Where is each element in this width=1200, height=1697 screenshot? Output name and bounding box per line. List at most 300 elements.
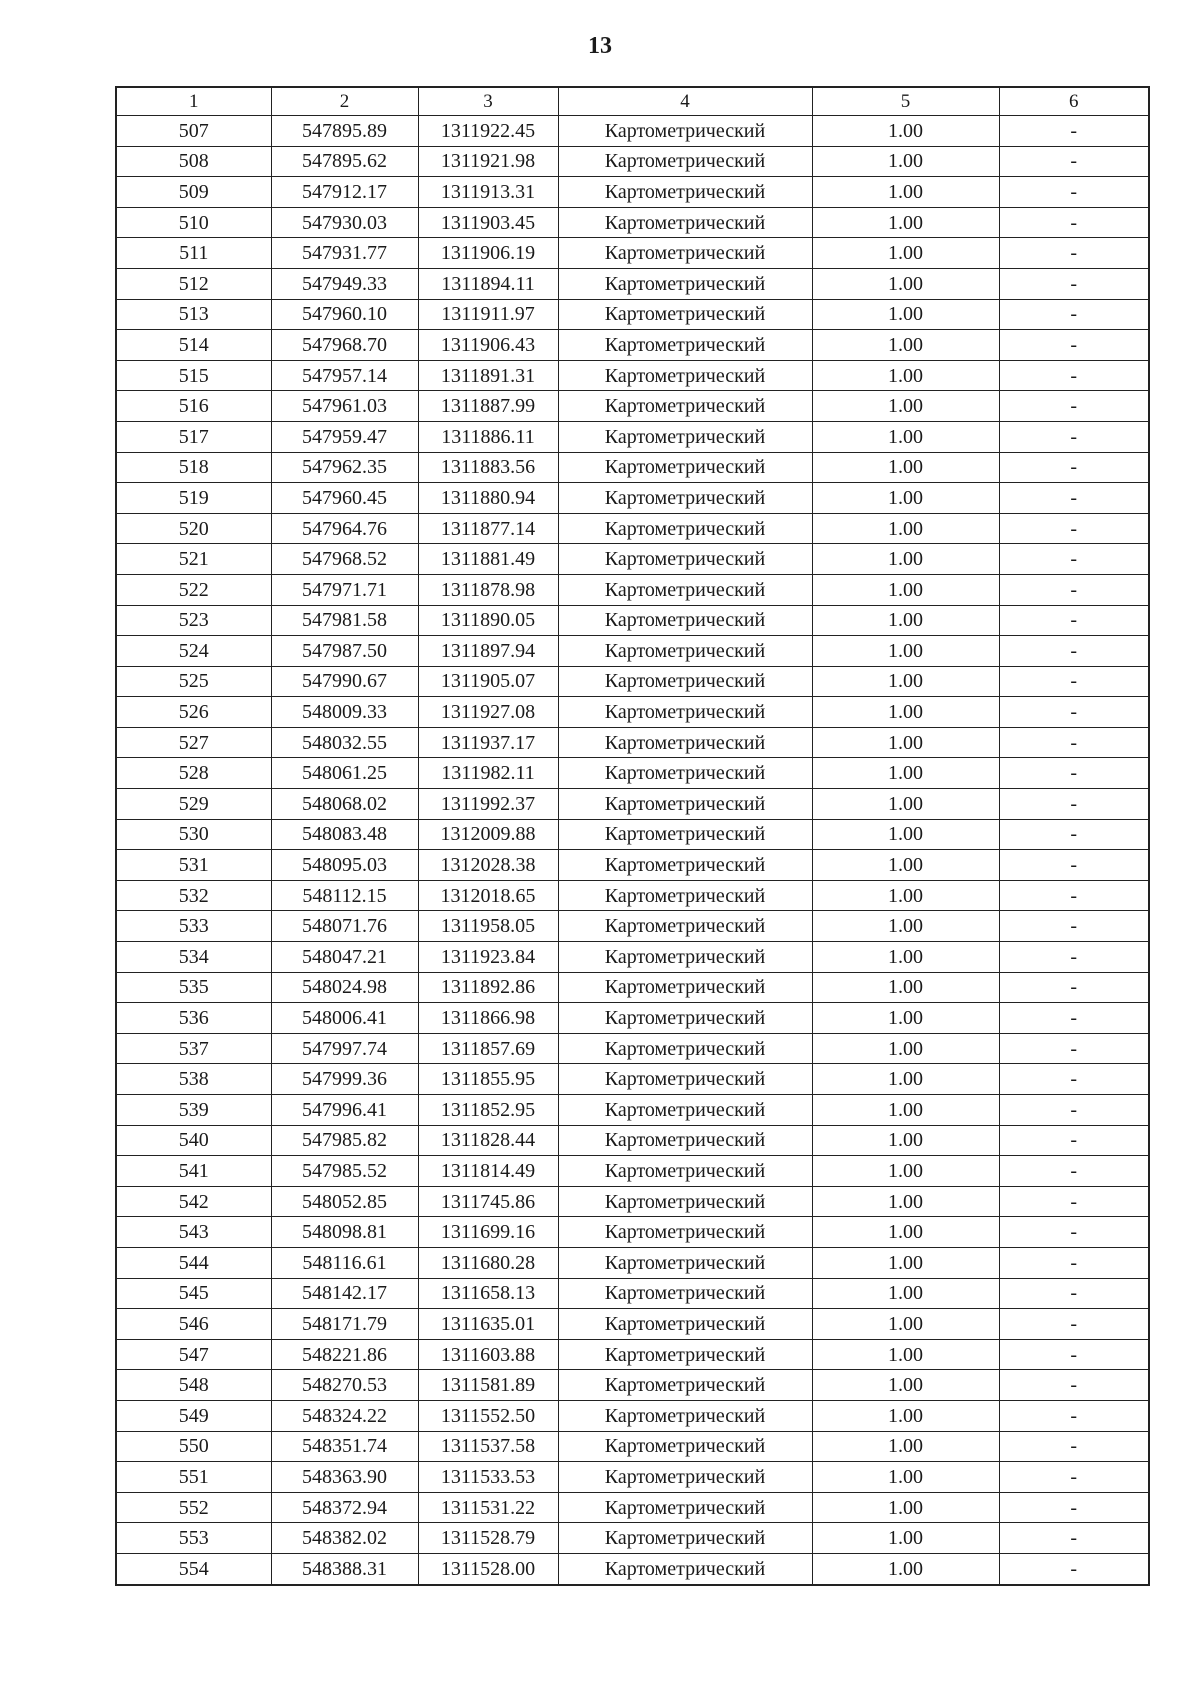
method-cell: Картометрический (558, 1431, 812, 1462)
point-number-cell: 518 (116, 452, 271, 483)
y-coordinate-cell: 1311635.01 (418, 1309, 558, 1340)
x-coordinate-cell: 547960.45 (271, 483, 418, 514)
accuracy-cell: 1.00 (812, 1400, 999, 1431)
x-coordinate-cell: 547999.36 (271, 1064, 418, 1095)
point-number-cell: 537 (116, 1033, 271, 1064)
y-coordinate-cell: 1311958.05 (418, 911, 558, 942)
description-cell: - (999, 1156, 1149, 1187)
y-coordinate-cell: 1311528.79 (418, 1523, 558, 1554)
table-row (116, 666, 1149, 697)
x-coordinate-cell: 547895.89 (271, 116, 418, 147)
description-cell: - (999, 330, 1149, 361)
method-cell: Картометрический (558, 942, 812, 973)
point-number-cell: 550 (116, 1431, 271, 1462)
point-number-cell: 533 (116, 911, 271, 942)
accuracy-cell: 1.00 (812, 1247, 999, 1278)
description-cell: - (999, 1492, 1149, 1523)
y-coordinate-cell: 1311528.00 (418, 1553, 558, 1584)
table-row (116, 1431, 1149, 1462)
description-cell: - (999, 1309, 1149, 1340)
description-cell: - (999, 1370, 1149, 1401)
description-cell: - (999, 972, 1149, 1003)
y-coordinate-cell: 1311581.89 (418, 1370, 558, 1401)
point-number-cell: 547 (116, 1339, 271, 1370)
x-coordinate-cell: 547997.74 (271, 1033, 418, 1064)
description-cell: - (999, 1431, 1149, 1462)
x-coordinate-cell: 547949.33 (271, 268, 418, 299)
accuracy-cell: 1.00 (812, 1095, 999, 1126)
y-coordinate-cell: 1311937.17 (418, 727, 558, 758)
accuracy-cell: 1.00 (812, 1339, 999, 1370)
y-coordinate-cell: 1311923.84 (418, 942, 558, 973)
description-cell: - (999, 1095, 1149, 1126)
description-cell: - (999, 758, 1149, 789)
x-coordinate-cell: 548061.25 (271, 758, 418, 789)
point-number-cell: 530 (116, 819, 271, 850)
table-row (116, 1278, 1149, 1309)
x-coordinate-cell: 547962.35 (271, 452, 418, 483)
x-coordinate-cell: 547960.10 (271, 299, 418, 330)
x-coordinate-cell: 548009.33 (271, 697, 418, 728)
x-coordinate-cell: 548032.55 (271, 727, 418, 758)
table-row (116, 942, 1149, 973)
method-cell: Картометрический (558, 911, 812, 942)
y-coordinate-cell: 1311883.56 (418, 452, 558, 483)
table-row (116, 789, 1149, 820)
point-number-cell: 523 (116, 605, 271, 636)
x-coordinate-cell: 548382.02 (271, 1523, 418, 1554)
y-coordinate-cell: 1311658.13 (418, 1278, 558, 1309)
accuracy-cell: 1.00 (812, 268, 999, 299)
method-cell: Картометрический (558, 207, 812, 238)
table-row (116, 1400, 1149, 1431)
x-coordinate-cell: 548324.22 (271, 1400, 418, 1431)
point-number-cell: 532 (116, 880, 271, 911)
y-coordinate-cell: 1311877.14 (418, 513, 558, 544)
x-coordinate-cell: 547957.14 (271, 360, 418, 391)
point-number-cell: 510 (116, 207, 271, 238)
point-number-cell: 527 (116, 727, 271, 758)
accuracy-cell: 1.00 (812, 1156, 999, 1187)
description-cell: - (999, 1125, 1149, 1156)
method-cell: Картометрический (558, 452, 812, 483)
y-coordinate-cell: 1311881.49 (418, 544, 558, 575)
description-cell: - (999, 880, 1149, 911)
accuracy-cell: 1.00 (812, 666, 999, 697)
point-number-cell: 514 (116, 330, 271, 361)
point-number-cell: 536 (116, 1003, 271, 1034)
accuracy-cell: 1.00 (812, 727, 999, 758)
accuracy-cell: 1.00 (812, 116, 999, 147)
y-coordinate-cell: 1311552.50 (418, 1400, 558, 1431)
accuracy-cell: 1.00 (812, 452, 999, 483)
description-cell: - (999, 850, 1149, 881)
point-number-cell: 539 (116, 1095, 271, 1126)
y-coordinate-cell: 1311903.45 (418, 207, 558, 238)
point-number-cell: 524 (116, 636, 271, 667)
point-number-cell: 519 (116, 483, 271, 514)
table-row (116, 972, 1149, 1003)
description-cell: - (999, 1217, 1149, 1248)
description-cell: - (999, 513, 1149, 544)
table-row (116, 574, 1149, 605)
description-cell: - (999, 911, 1149, 942)
description-cell: - (999, 238, 1149, 269)
x-coordinate-cell: 547985.52 (271, 1156, 418, 1187)
point-number-cell: 531 (116, 850, 271, 881)
point-number-cell: 521 (116, 544, 271, 575)
table-row (116, 605, 1149, 636)
accuracy-cell: 1.00 (812, 513, 999, 544)
y-coordinate-cell: 1311887.99 (418, 391, 558, 422)
table-row (116, 850, 1149, 881)
method-cell: Картометрический (558, 850, 812, 881)
y-coordinate-cell: 1311905.07 (418, 666, 558, 697)
table-row (116, 177, 1149, 208)
description-cell: - (999, 116, 1149, 147)
description-cell: - (999, 942, 1149, 973)
y-coordinate-cell: 1312028.38 (418, 850, 558, 881)
point-number-cell: 549 (116, 1400, 271, 1431)
x-coordinate-cell: 547895.62 (271, 146, 418, 177)
description-cell: - (999, 207, 1149, 238)
table-row (116, 1064, 1149, 1095)
point-number-cell: 528 (116, 758, 271, 789)
description-cell: - (999, 1400, 1149, 1431)
x-coordinate-cell: 548024.98 (271, 972, 418, 1003)
method-cell: Картометрический (558, 1553, 812, 1584)
x-coordinate-cell: 548095.03 (271, 850, 418, 881)
description-cell: - (999, 666, 1149, 697)
method-cell: Картометрический (558, 391, 812, 422)
accuracy-cell: 1.00 (812, 177, 999, 208)
description-cell: - (999, 483, 1149, 514)
description-cell: - (999, 574, 1149, 605)
x-coordinate-cell: 547930.03 (271, 207, 418, 238)
y-coordinate-cell: 1311897.94 (418, 636, 558, 667)
method-cell: Картометрический (558, 758, 812, 789)
method-cell: Картометрический (558, 1033, 812, 1064)
point-number-cell: 513 (116, 299, 271, 330)
point-number-cell: 551 (116, 1462, 271, 1493)
table-row (116, 636, 1149, 667)
description-cell: - (999, 1523, 1149, 1554)
table-row (116, 697, 1149, 728)
description-cell: - (999, 1247, 1149, 1278)
method-cell: Картометрический (558, 819, 812, 850)
description-cell: - (999, 727, 1149, 758)
description-cell: - (999, 1278, 1149, 1309)
method-cell: Картометрический (558, 727, 812, 758)
description-cell: - (999, 421, 1149, 452)
x-coordinate-cell: 548388.31 (271, 1553, 418, 1584)
accuracy-cell: 1.00 (812, 544, 999, 575)
table-row (116, 727, 1149, 758)
accuracy-cell: 1.00 (812, 1033, 999, 1064)
x-coordinate-cell: 547985.82 (271, 1125, 418, 1156)
x-coordinate-cell: 548006.41 (271, 1003, 418, 1034)
accuracy-cell: 1.00 (812, 1125, 999, 1156)
method-cell: Картометрический (558, 972, 812, 1003)
accuracy-cell: 1.00 (812, 789, 999, 820)
description-cell: - (999, 299, 1149, 330)
description-cell: - (999, 1339, 1149, 1370)
point-number-cell: 508 (116, 146, 271, 177)
method-cell: Картометрический (558, 574, 812, 605)
point-number-cell: 542 (116, 1186, 271, 1217)
y-coordinate-cell: 1311533.53 (418, 1462, 558, 1493)
y-coordinate-cell: 1311922.45 (418, 116, 558, 147)
x-coordinate-cell: 548171.79 (271, 1309, 418, 1340)
accuracy-cell: 1.00 (812, 1462, 999, 1493)
method-cell: Картометрический (558, 1370, 812, 1401)
table-row (116, 819, 1149, 850)
table-row (116, 421, 1149, 452)
method-cell: Картометрический (558, 421, 812, 452)
x-coordinate-cell: 547968.70 (271, 330, 418, 361)
accuracy-cell: 1.00 (812, 758, 999, 789)
table-row (116, 116, 1149, 147)
accuracy-cell: 1.00 (812, 1553, 999, 1584)
method-cell: Картометрический (558, 1095, 812, 1126)
description-cell: - (999, 636, 1149, 667)
point-number-cell: 509 (116, 177, 271, 208)
method-cell: Картометрический (558, 636, 812, 667)
point-number-cell: 548 (116, 1370, 271, 1401)
method-cell: Картометрический (558, 789, 812, 820)
y-coordinate-cell: 1311855.95 (418, 1064, 558, 1095)
method-cell: Картометрический (558, 880, 812, 911)
method-cell: Картометрический (558, 299, 812, 330)
accuracy-cell: 1.00 (812, 146, 999, 177)
description-cell: - (999, 1186, 1149, 1217)
x-coordinate-cell: 548112.15 (271, 880, 418, 911)
accuracy-cell: 1.00 (812, 972, 999, 1003)
point-number-cell: 511 (116, 238, 271, 269)
point-number-cell: 544 (116, 1247, 271, 1278)
accuracy-cell: 1.00 (812, 1217, 999, 1248)
point-number-cell: 512 (116, 268, 271, 299)
table-row (116, 146, 1149, 177)
table-row (116, 1125, 1149, 1156)
description-cell: - (999, 1553, 1149, 1584)
column-header-6: 6 (999, 87, 1149, 116)
y-coordinate-cell: 1311828.44 (418, 1125, 558, 1156)
x-coordinate-cell: 547959.47 (271, 421, 418, 452)
column-header-1: 1 (116, 87, 271, 116)
table-row (116, 1523, 1149, 1554)
point-number-cell: 540 (116, 1125, 271, 1156)
x-coordinate-cell: 548363.90 (271, 1462, 418, 1493)
table-row (116, 1370, 1149, 1401)
method-cell: Картометрический (558, 1309, 812, 1340)
x-coordinate-cell: 548116.61 (271, 1247, 418, 1278)
description-cell: - (999, 452, 1149, 483)
y-coordinate-cell: 1311982.11 (418, 758, 558, 789)
x-coordinate-cell: 548052.85 (271, 1186, 418, 1217)
y-coordinate-cell: 1311852.95 (418, 1095, 558, 1126)
table-row (116, 483, 1149, 514)
accuracy-cell: 1.00 (812, 1309, 999, 1340)
table-row (116, 911, 1149, 942)
column-header-2: 2 (271, 87, 418, 116)
y-coordinate-cell: 1311921.98 (418, 146, 558, 177)
table-row (116, 238, 1149, 269)
point-number-cell: 516 (116, 391, 271, 422)
method-cell: Картометрический (558, 268, 812, 299)
column-header-4: 4 (558, 87, 812, 116)
table-row (116, 360, 1149, 391)
point-number-cell: 546 (116, 1309, 271, 1340)
table-row (116, 268, 1149, 299)
column-header-3: 3 (418, 87, 558, 116)
point-number-cell: 525 (116, 666, 271, 697)
method-cell: Картометрический (558, 666, 812, 697)
point-number-cell: 535 (116, 972, 271, 1003)
point-number-cell: 534 (116, 942, 271, 973)
accuracy-cell: 1.00 (812, 330, 999, 361)
x-coordinate-cell: 547971.71 (271, 574, 418, 605)
description-cell: - (999, 177, 1149, 208)
y-coordinate-cell: 1311992.37 (418, 789, 558, 820)
accuracy-cell: 1.00 (812, 911, 999, 942)
y-coordinate-cell: 1311906.19 (418, 238, 558, 269)
accuracy-cell: 1.00 (812, 421, 999, 452)
table-row (116, 207, 1149, 238)
x-coordinate-cell: 547961.03 (271, 391, 418, 422)
accuracy-cell: 1.00 (812, 391, 999, 422)
y-coordinate-cell: 1312009.88 (418, 819, 558, 850)
accuracy-cell: 1.00 (812, 1523, 999, 1554)
table-row (116, 330, 1149, 361)
accuracy-cell: 1.00 (812, 574, 999, 605)
method-cell: Картометрический (558, 544, 812, 575)
method-cell: Картометрический (558, 238, 812, 269)
accuracy-cell: 1.00 (812, 207, 999, 238)
point-number-cell: 545 (116, 1278, 271, 1309)
x-coordinate-cell: 548270.53 (271, 1370, 418, 1401)
y-coordinate-cell: 1311878.98 (418, 574, 558, 605)
description-cell: - (999, 268, 1149, 299)
table-row (116, 1217, 1149, 1248)
accuracy-cell: 1.00 (812, 819, 999, 850)
table-row (116, 1339, 1149, 1370)
point-number-cell: 517 (116, 421, 271, 452)
y-coordinate-cell: 1311866.98 (418, 1003, 558, 1034)
accuracy-cell: 1.00 (812, 1492, 999, 1523)
y-coordinate-cell: 1311891.31 (418, 360, 558, 391)
accuracy-cell: 1.00 (812, 1370, 999, 1401)
table-row (116, 452, 1149, 483)
x-coordinate-cell: 547981.58 (271, 605, 418, 636)
y-coordinate-cell: 1311894.11 (418, 268, 558, 299)
table-row (116, 513, 1149, 544)
x-coordinate-cell: 547912.17 (271, 177, 418, 208)
accuracy-cell: 1.00 (812, 850, 999, 881)
table-row (116, 1309, 1149, 1340)
method-cell: Картометрический (558, 1247, 812, 1278)
y-coordinate-cell: 1311699.16 (418, 1217, 558, 1248)
description-cell: - (999, 146, 1149, 177)
y-coordinate-cell: 1311531.22 (418, 1492, 558, 1523)
point-number-cell: 541 (116, 1156, 271, 1187)
x-coordinate-cell: 548372.94 (271, 1492, 418, 1523)
table-row (116, 1553, 1149, 1584)
point-number-cell: 526 (116, 697, 271, 728)
method-cell: Картометрический (558, 116, 812, 147)
table-row (116, 1095, 1149, 1126)
point-number-cell: 543 (116, 1217, 271, 1248)
y-coordinate-cell: 1311603.88 (418, 1339, 558, 1370)
x-coordinate-cell: 548068.02 (271, 789, 418, 820)
method-cell: Картометрический (558, 1156, 812, 1187)
point-number-cell: 515 (116, 360, 271, 391)
description-cell: - (999, 819, 1149, 850)
method-cell: Картометрический (558, 1523, 812, 1554)
y-coordinate-cell: 1311745.86 (418, 1186, 558, 1217)
table-row (116, 1033, 1149, 1064)
accuracy-cell: 1.00 (812, 299, 999, 330)
method-cell: Картометрический (558, 330, 812, 361)
accuracy-cell: 1.00 (812, 1431, 999, 1462)
coordinates-table (115, 86, 1150, 1586)
table-row (116, 391, 1149, 422)
point-number-cell: 507 (116, 116, 271, 147)
accuracy-cell: 1.00 (812, 605, 999, 636)
accuracy-cell: 1.00 (812, 238, 999, 269)
table-row (116, 299, 1149, 330)
table-row (116, 758, 1149, 789)
y-coordinate-cell: 1311857.69 (418, 1033, 558, 1064)
method-cell: Картометрический (558, 605, 812, 636)
method-cell: Картометрический (558, 1064, 812, 1095)
method-cell: Картометрический (558, 1217, 812, 1248)
y-coordinate-cell: 1311927.08 (418, 697, 558, 728)
table-row (116, 1186, 1149, 1217)
x-coordinate-cell: 548071.76 (271, 911, 418, 942)
table-row (116, 1156, 1149, 1187)
method-cell: Картометрический (558, 146, 812, 177)
method-cell: Картометрический (558, 1462, 812, 1493)
point-number-cell: 529 (116, 789, 271, 820)
point-number-cell: 522 (116, 574, 271, 605)
accuracy-cell: 1.00 (812, 1186, 999, 1217)
point-number-cell: 538 (116, 1064, 271, 1095)
x-coordinate-cell: 548083.48 (271, 819, 418, 850)
description-cell: - (999, 391, 1149, 422)
x-coordinate-cell: 548221.86 (271, 1339, 418, 1370)
x-coordinate-cell: 548098.81 (271, 1217, 418, 1248)
x-coordinate-cell: 547968.52 (271, 544, 418, 575)
method-cell: Картометрический (558, 483, 812, 514)
y-coordinate-cell: 1311880.94 (418, 483, 558, 514)
table-body (116, 116, 1149, 1585)
accuracy-cell: 1.00 (812, 1003, 999, 1034)
description-cell: - (999, 360, 1149, 391)
x-coordinate-cell: 548142.17 (271, 1278, 418, 1309)
y-coordinate-cell: 1311890.05 (418, 605, 558, 636)
accuracy-cell: 1.00 (812, 1064, 999, 1095)
y-coordinate-cell: 1311906.43 (418, 330, 558, 361)
y-coordinate-cell: 1311680.28 (418, 1247, 558, 1278)
method-cell: Картометрический (558, 697, 812, 728)
y-coordinate-cell: 1311911.97 (418, 299, 558, 330)
accuracy-cell: 1.00 (812, 697, 999, 728)
x-coordinate-cell: 548047.21 (271, 942, 418, 973)
table-row (116, 880, 1149, 911)
method-cell: Картометрический (558, 1278, 812, 1309)
description-cell: - (999, 1003, 1149, 1034)
